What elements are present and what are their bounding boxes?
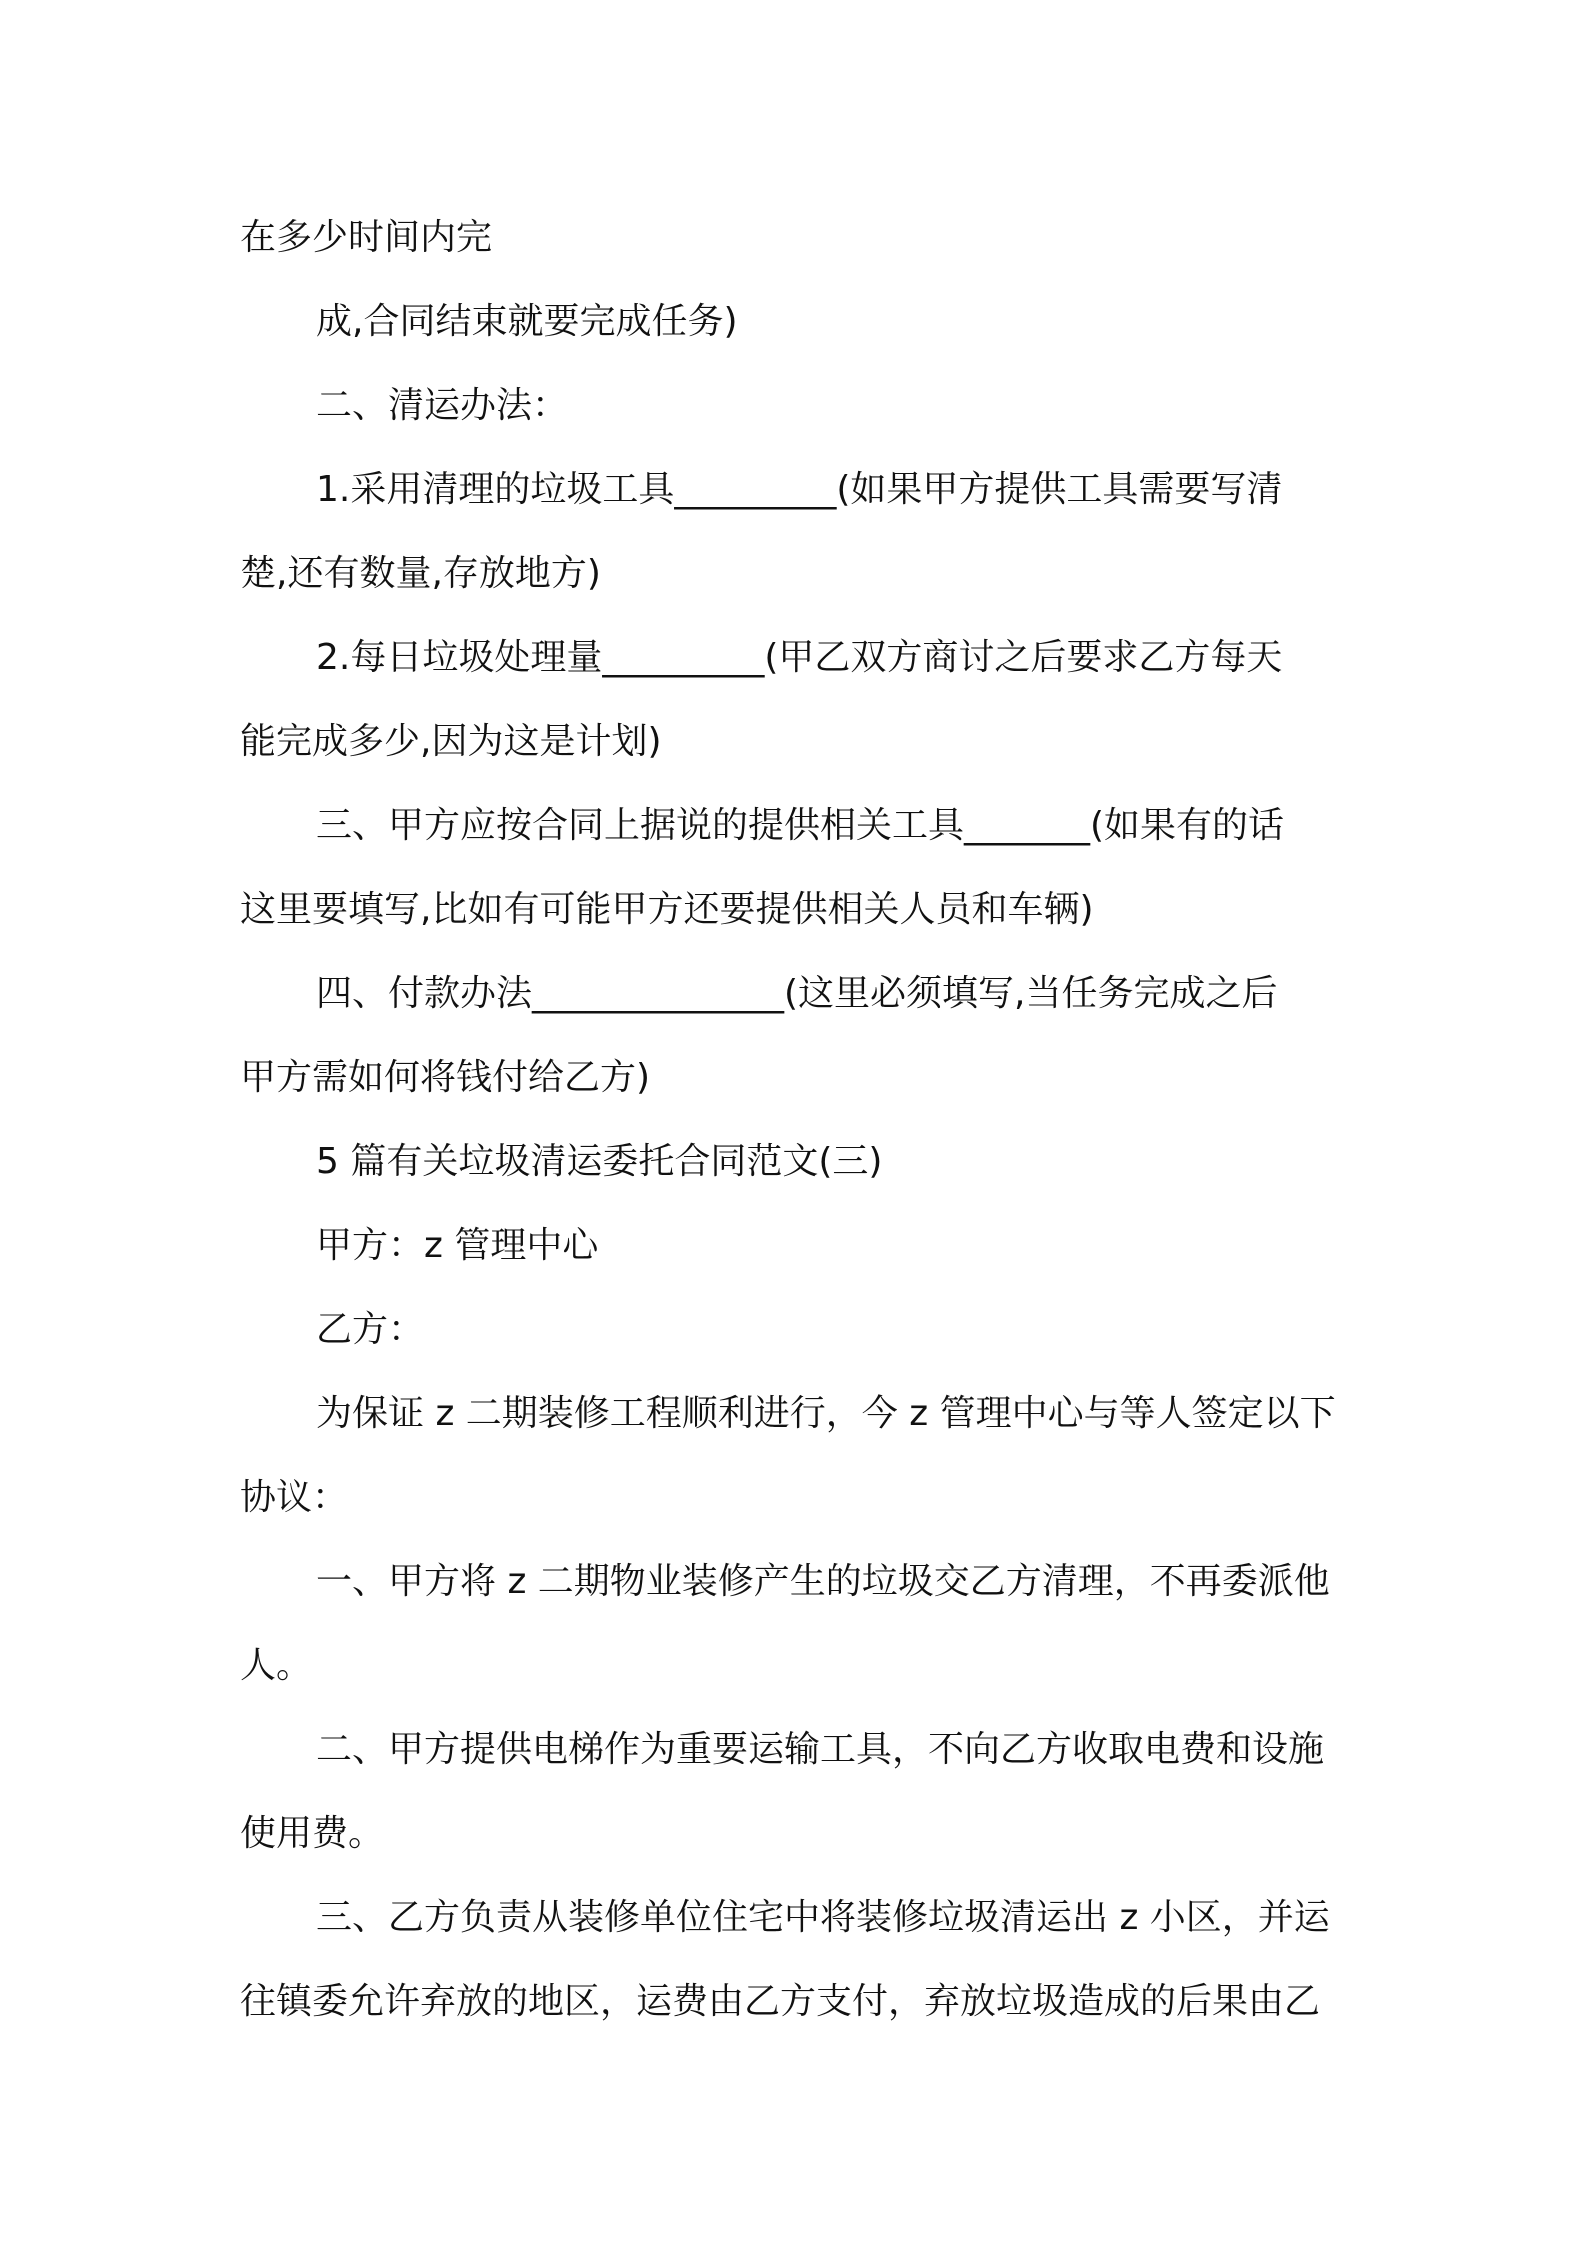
document-body	[240, 196, 1360, 2044]
party-a-line: 甲方：z 管理中心	[316, 1225, 599, 1266]
party-b-line: 乙方：	[316, 1309, 425, 1350]
text-line: 人。	[240, 1645, 313, 1686]
text-line: 在多少时间内完	[240, 217, 493, 258]
text-line: 成,合同结束就要完成任务)	[316, 301, 738, 342]
text-line: 甲方需如何将钱付给乙方)	[240, 1057, 651, 1098]
text-line: 为保证 z 二期装修工程顺利进行，今 z 管理中心与等人签定以下	[316, 1393, 1336, 1434]
text-line: 一、甲方将 z 二期物业装修产生的垃圾交乙方清理，不再委派他	[316, 1561, 1330, 1602]
text-line: 三、乙方负责从装修单位住宅中将装修垃圾清运出 z 小区，并运	[316, 1897, 1330, 1938]
contract-title: 5 篇有关垃圾清运委托合同范文(三)	[316, 1141, 883, 1182]
section-heading: 二、清运办法：	[316, 385, 569, 426]
text-line: 三、甲方应按合同上据说的提供相关工具_______(如果有的话	[316, 805, 1285, 846]
text-line: 往镇委允许弃放的地区，运费由乙方支付，弃放垃圾造成的后果由乙	[240, 1981, 1321, 2022]
text-line: 楚,还有数量,存放地方)	[240, 553, 601, 594]
text-line: 使用费。	[240, 1813, 385, 1854]
text-line: 这里要填写,比如有可能甲方还要提供相关人员和车辆)	[240, 889, 1094, 930]
text-line: 1.采用清理的垃圾工具_________(如果甲方提供工具需要写清	[316, 469, 1283, 510]
text-line: 2.每日垃圾处理量_________(甲乙双方商讨之后要求乙方每天	[316, 637, 1283, 678]
text-line: 协议：	[240, 1477, 349, 1518]
text-line: 四、付款办法______________(这里必须填写,当任务完成之后	[316, 973, 1278, 1014]
text-line: 能完成多少,因为这是计划)	[240, 721, 662, 762]
text-line: 二、甲方提供电梯作为重要运输工具，不向乙方收取电费和设施	[316, 1729, 1325, 1770]
